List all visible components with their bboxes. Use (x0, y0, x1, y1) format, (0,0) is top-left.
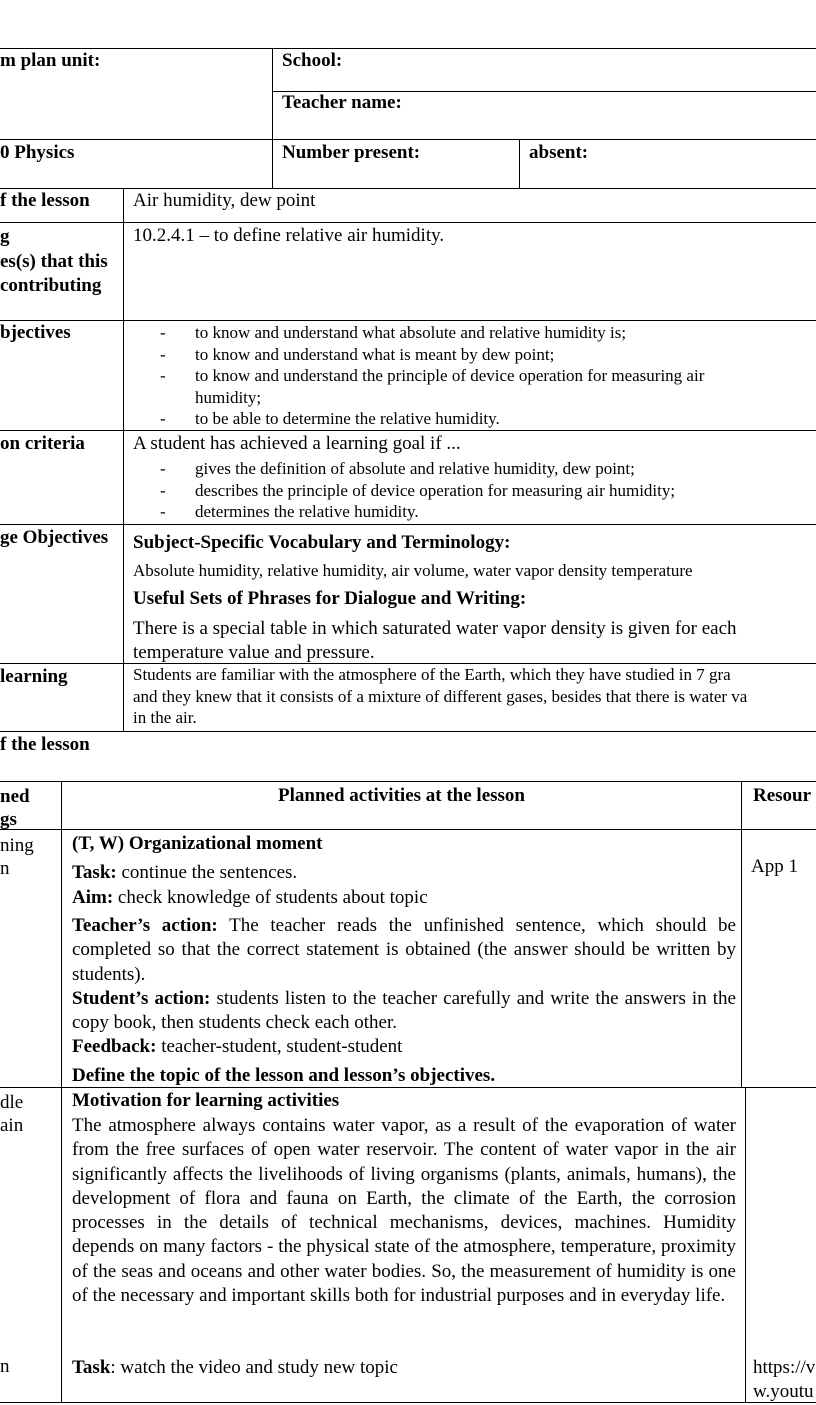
row2-timing: dle ain (0, 1092, 24, 1136)
rule (0, 139, 816, 140)
row2-body: The atmosphere always contains water vapor, as a result of the evaporation of water from the free surfaces of open water reservoir. The content of water vapor in the air significantly affects the livelihoods of living organisms (plants, animals, humans), the development of flora and fauna on Earth, the climate of the Earth, the corrosion processes in the details of technical mechanisms, devices, machines. Humidity depends on many factors - the physical state of the atmosphere, temperature, proximity of the seas and oceans and other water bodies. So, the measurement of humidity is one of the necessary and important skills both for industrial purposes and in everyday life. (72, 1115, 736, 1307)
language-objectives-label: ge Objectives (0, 527, 109, 548)
rule (61, 781, 62, 1403)
criteria-list (160, 458, 675, 523)
row2-task: Task: watch the video and study new topic (72, 1357, 398, 1378)
criteria-intro: A student has achieved a learning goal if ... (133, 433, 461, 454)
rule (519, 139, 520, 188)
row1-task: Task: continue the sentences. (72, 862, 298, 883)
phrases-text: There is a special table in which saturated water vapor density is given for each temperature value and pressure. (133, 618, 737, 663)
row1-heading: (T, W) Organizational moment (72, 833, 323, 854)
row2-timing-task: n (0, 1356, 10, 1377)
col-timing-header: ned gs (0, 786, 30, 830)
theme-label: f the lesson (0, 190, 90, 211)
prior-learning-label: learning (0, 666, 68, 687)
row1-resource: App 1 (751, 856, 798, 877)
rule (0, 829, 816, 830)
row2-resource-link[interactable]: https://v w.youtu (753, 1357, 816, 1402)
criteria-label: on criteria (0, 433, 85, 454)
objectives-label: bjectives (0, 322, 71, 343)
plan-title: f the lesson (0, 734, 90, 755)
school-label: School: (282, 50, 343, 71)
rule (0, 781, 816, 782)
unit-label: m plan unit: (0, 50, 101, 71)
list-item: - to know and understand the principle of device operation for measuring air (160, 365, 704, 387)
row1-timing: ning n (0, 835, 34, 879)
number-present-label: Number present: (282, 142, 421, 163)
vocab-text: Absolute humidity, relative humidity, air volume, water vapor density temperature (133, 561, 693, 580)
list-item: - to know and understand what is meant by dew point; (160, 344, 704, 366)
teacher-label: Teacher name: (282, 92, 402, 113)
rule (741, 781, 742, 1087)
theme-value: Air humidity, dew point (133, 190, 316, 211)
rule (745, 1087, 746, 1403)
grade-label: 0 Physics (0, 142, 75, 163)
objectives-list (160, 322, 704, 430)
vocab-heading: Subject-Specific Vocabulary and Terminology: (133, 532, 511, 553)
list-item: - describes the principle of device operation for measuring air humidity; (160, 480, 675, 502)
absent-label: absent: (529, 142, 589, 163)
row1-feedback: Feedback: teacher-student, student-student (72, 1036, 403, 1057)
list-item: - gives the definition of absolute and relative humidity, dew point; (160, 458, 675, 480)
row1-define: Define the topic of the lesson and lesson’s objectives. (72, 1065, 496, 1086)
list-item-continuation: humidity; (195, 387, 262, 407)
rule (0, 48, 816, 49)
list-item: - to know and understand what absolute and relative humidity is; (160, 322, 704, 344)
col-resources-header: Resour (753, 785, 812, 806)
list-item: - determines the relative humidity. (160, 501, 675, 523)
prior-learning-text: Students are familiar with the atmosphere of the Earth, which they have studied in 7 gra and they knew that it consists of a mixture of different gases, besides that there is water va in the air. (133, 665, 748, 727)
learning-objectives-ref-value: 10.2.4.1 – to define relative air humidity. (133, 225, 445, 246)
rule (123, 188, 124, 732)
phrases-heading: Useful Sets of Phrases for Dialogue and Writing: (133, 588, 527, 609)
list-item: - to be able to determine the relative humidity. (160, 408, 704, 430)
learning-objectives-ref-label: g es(s) that this contributing (0, 226, 108, 296)
col-activities-header: Planned activities at the lesson (278, 785, 525, 806)
rule (0, 1402, 816, 1403)
row2-heading: Motivation for learning activities (72, 1090, 340, 1111)
rule (272, 48, 273, 188)
row1-aim: Aim: check knowledge of students about topic (72, 887, 428, 908)
row1-student-action: Student’s action: students listen to the teacher carefully and write the answers in the copy book, then students check each other. (72, 988, 736, 1034)
rule (0, 1087, 816, 1088)
row1-teacher-action: Teacher’s action: The teacher reads the unfinished sentence, which should be completed so that the correct statement is obtained (the answer should be written by students). (72, 915, 736, 985)
